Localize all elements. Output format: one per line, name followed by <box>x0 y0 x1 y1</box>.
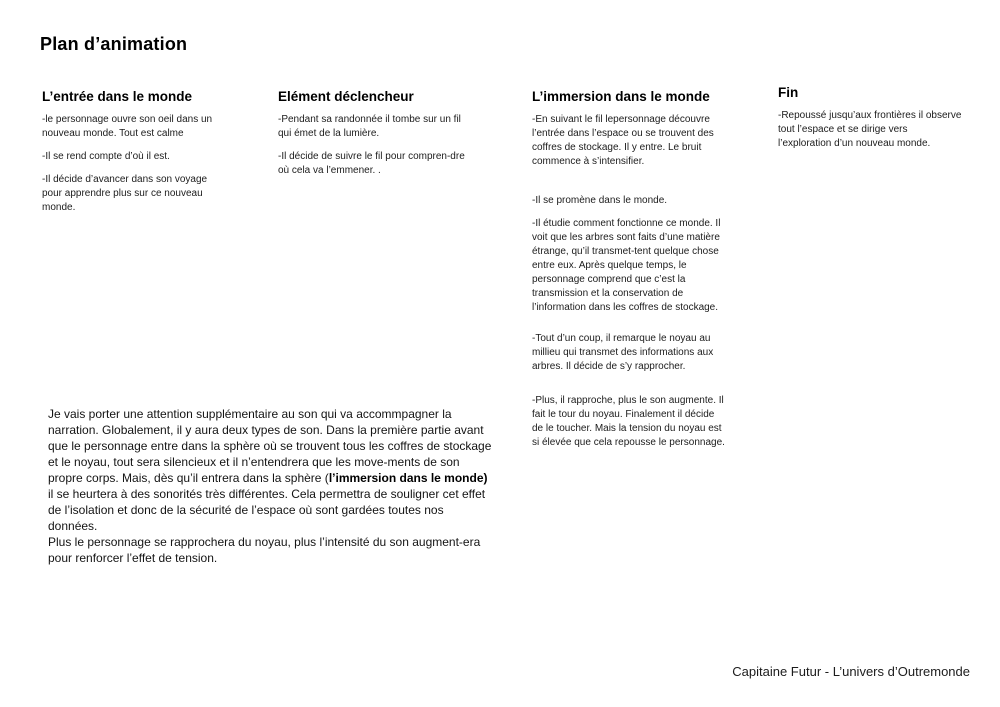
column-fin <box>778 84 962 160</box>
footer-credit: Capitaine Futur - L’univers d’Outremonde <box>732 664 970 679</box>
page-title: Plan d’animation <box>40 34 188 54</box>
column-paragraph: -Il se promène dans le monde. <box>532 195 668 206</box>
column-header: Elément déclencheur <box>278 89 414 104</box>
column-paragraph: -le personnage ouvre son oeil dans un nouveau monde. Tout est calme <box>42 114 213 139</box>
sound-note-bold-text: l’immersion dans le monde) <box>328 471 488 485</box>
column-paragraph: -Tout d’un coup, il remarque le noyau au millieu qui transmet des informations aux arbres. Il décide de s’y rapprocher. <box>532 333 714 372</box>
column-paragraph: -Repoussé jusqu’aux frontières il observe tout l’espace et se dirige vers l’exploration d’un nouveau monde. <box>778 110 962 149</box>
column-paragraph: -Plus, il rapproche, plus le son augmente. Il fait le tour du noyau. Finalement il décide de le toucher. Mais la tension du noyau est si élevée que cela repousse le personnage. <box>532 395 725 448</box>
column-paragraph: -Il se rend compte d’où il est. <box>42 151 170 162</box>
column-entree-dans-le-monde <box>42 88 226 224</box>
sound-note-text: il se heurtera à des sonorités très différentes. Cela permettra de souligner cet effet de l’isolation et donc de la sécurité de l’espace où sont gardées toutes nos données. <box>48 487 486 533</box>
sound-note-paragraph <box>48 406 494 534</box>
sound-note-text: Plus le personnage se rapprochera du noyau, plus l’intensité du son augment-era pour renforcer l’effet de tension. <box>48 535 481 565</box>
sound-note-paragraph <box>48 534 494 566</box>
column-paragraph: -Il décide de suivre le fil pour compren-dre où cela va l’emmener. . <box>278 151 465 176</box>
column-paragraph: -En suivant le fil lepersonnage découvre l’entrée dans l’espace ou se trouvent des coffres de stockage. Il y entre. Le bruit commence à s’intensifier. <box>532 114 714 167</box>
column-element-declencheur <box>278 88 468 187</box>
column-paragraph: -Pendant sa randonnée il tombe sur un fil qui émet de la lumière. <box>278 114 461 139</box>
sound-note-text: Je vais porter une attention supplémentaire au son qui va accommpagner la narration. Globalement, il y aura deux types de son. Dans la première partie avant que le personnage entre dans la sphère où se trouvent tous les coffres de stockage et le noyau, tout sera silencieux et il n’entendrera que les move-ments de son propre corps. Mais, dès qu’il entrera dans la sphère ( <box>48 407 492 485</box>
column-header: L’entrée dans le monde <box>42 89 193 104</box>
column-paragraph: -Il étudie comment fonctionne ce monde. Il voit que les arbres sont faits d’une matière étrange, qu’il transmet-tent quelque chose entre eux. Après quelque temps, le personnage comprend que c’est la transmission et la conservation de l’information dans les coffres de stockage. <box>532 218 721 313</box>
column-header: L’immersion dans le monde <box>532 89 710 104</box>
column-immersion-dans-le-monde <box>532 88 726 459</box>
sound-design-note <box>48 406 494 566</box>
column-paragraph: -Il décide d’avancer dans son voyage pour apprendre plus sur ce nouveau monde. <box>42 174 208 213</box>
column-header: Fin <box>778 85 799 100</box>
